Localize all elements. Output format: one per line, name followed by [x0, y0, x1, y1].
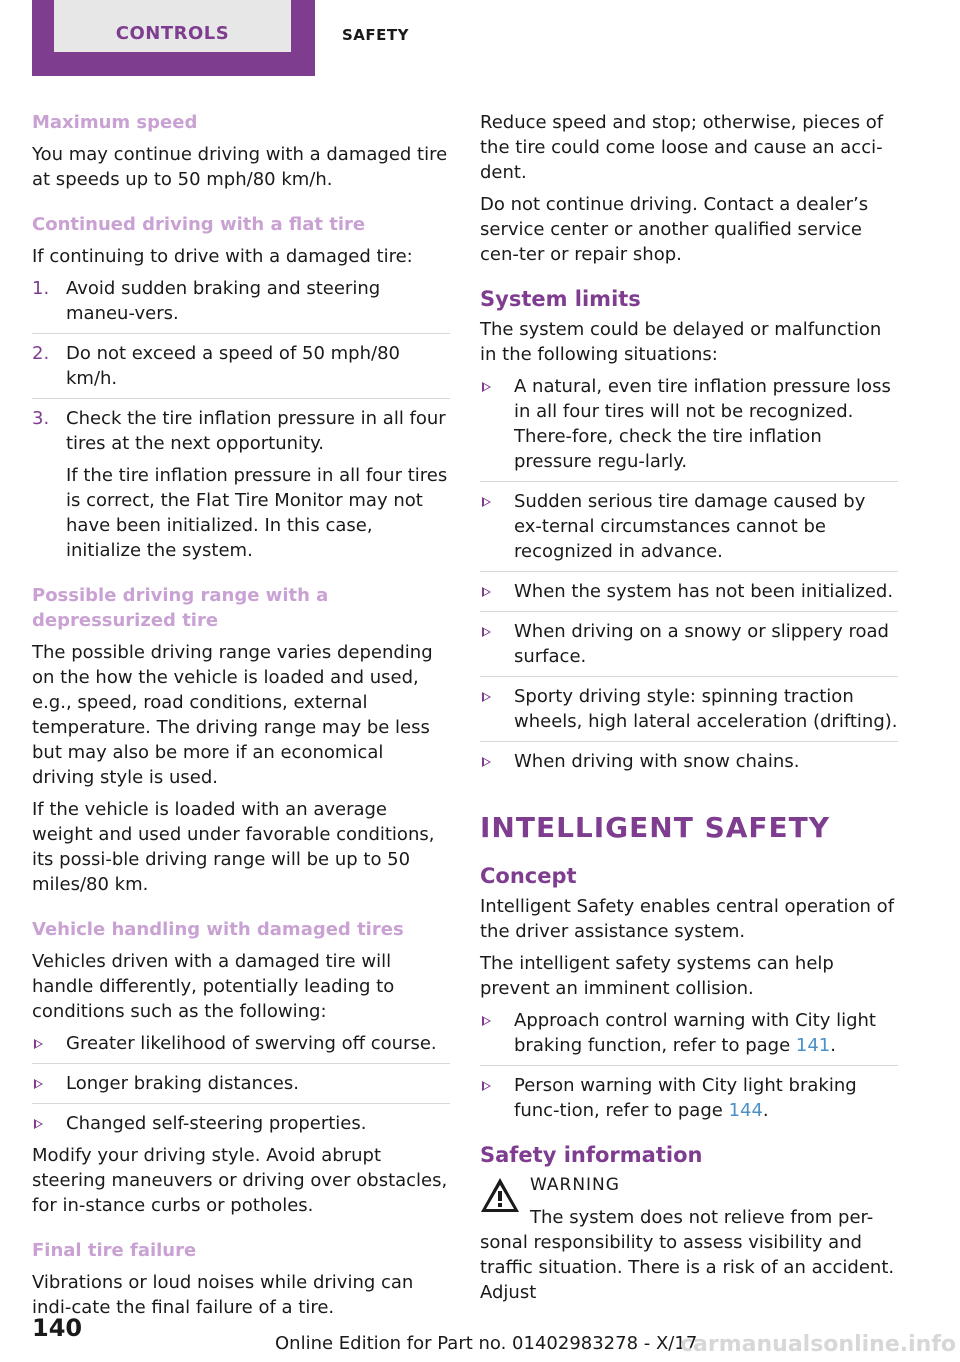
divider	[32, 333, 450, 334]
heading-vehicle-handling: Vehicle handling with damaged tires	[32, 919, 404, 940]
triangle-bullet-icon	[482, 1081, 491, 1091]
list-item-text: Sporty driving style: spinning traction wheels, high lateral acceleration (drifting).	[514, 686, 898, 732]
paragraph-concept-1: Intelligent Safety enables central operation of the driver assistance system.	[480, 896, 895, 942]
list-item	[32, 276, 450, 326]
list-item-text: When driving on a snowy or slippery road surface.	[514, 621, 889, 667]
triangle-bullet-icon	[482, 627, 491, 637]
list-item	[480, 374, 898, 474]
divider	[480, 1065, 898, 1066]
list-item-end: .	[762, 1100, 769, 1121]
warning-block	[480, 1173, 898, 1198]
heading-intelligent-safety: INTELLIGENT SAFETY	[480, 811, 831, 844]
triangle-bullet-icon	[482, 1016, 491, 1026]
list-item-text: Greater likelihood of swerving off course.	[66, 1033, 437, 1054]
heading-safety-information: Safety information	[480, 1143, 703, 1167]
tab-safety[interactable]: SAFETY	[342, 26, 409, 44]
tab-controls[interactable]	[32, 0, 315, 76]
triangle-bullet-icon	[482, 382, 491, 392]
list-item	[32, 1071, 450, 1096]
right-column	[480, 110, 898, 1312]
paragraph-reduce-speed: Reduce speed and stop; otherwise, pieces of the tire could come loose and cause an acci-dent.	[480, 112, 884, 183]
paragraph-maximum-speed: You may continue driving with a damaged tire at speeds up to 50 mph/80 km/h.	[32, 144, 448, 190]
heading-system-limits: System limits	[480, 287, 641, 311]
triangle-bullet-icon	[34, 1039, 43, 1049]
triangle-bullet-icon	[482, 497, 491, 507]
paragraph-driving-range-1: The possible driving range varies depending on the how the vehicle is loaded and used, e.g., speed, road conditions, external temperature. The driving range may be less but may also be more if an economical driving style is used.	[32, 642, 433, 788]
warning-title: WARNING	[530, 1175, 620, 1195]
list-item-text: When driving with snow chains.	[514, 751, 800, 772]
list-item-end: .	[830, 1035, 836, 1056]
triangle-bullet-icon	[482, 587, 491, 597]
paragraph-final-tire-failure: Vibrations or loud noises while driving can indi-cate the final failure of a tire.	[32, 1272, 414, 1318]
divider	[480, 571, 898, 572]
page-link-141[interactable]: 141	[795, 1035, 831, 1056]
list-item	[480, 619, 898, 669]
list-item	[32, 406, 450, 456]
list-item-text: When the system has not been initialized.	[514, 581, 894, 602]
steps-list	[32, 276, 450, 563]
list-item-text: A natural, even tire inflation pressure loss in all four tires will not be recognized. There-fore, check the tire inflation pressure regu-larly.	[514, 376, 891, 472]
list-item	[480, 1073, 898, 1123]
handling-list	[32, 1031, 450, 1136]
paragraph-contact-dealer: Do not continue driving. Contact a dealer’s service center or another qualified service cen-ter or repair shop.	[480, 194, 869, 265]
step-text: Do not exceed a speed of 50 mph/80 km/h.	[66, 343, 400, 389]
list-item-text: Approach control warning with City light braking function, refer to page	[514, 1010, 876, 1056]
step-number: 2.	[32, 343, 50, 364]
triangle-bullet-icon	[482, 757, 491, 767]
list-item-text: Person warning with City light braking func-tion, refer to page	[514, 1075, 857, 1121]
heading-concept: Concept	[480, 864, 577, 888]
divider	[480, 741, 898, 742]
step-number: 3.	[32, 408, 50, 429]
triangle-bullet-icon	[34, 1079, 43, 1089]
divider	[480, 676, 898, 677]
list-item-text: Changed self-steering properties.	[66, 1113, 367, 1134]
list-item	[480, 684, 898, 734]
watermark: carmanualsonline.info	[680, 1332, 956, 1357]
paragraph-driving-range-2: If the vehicle is loaded with an average weight and used under favorable conditions, its possi-ble driving range will be up to 50 miles/80 km.	[32, 799, 435, 895]
list-item	[480, 1008, 898, 1058]
page-link-144[interactable]: 144	[728, 1100, 763, 1121]
page-number: 140	[32, 1314, 83, 1342]
list-item-text: Sudden serious tire damage caused by ex-ternal circumstances cannot be recognized in advance.	[514, 491, 866, 562]
tab-controls-label: CONTROLS	[54, 0, 291, 52]
edition-note: Online Edition for Part no. 01402983278 - X/17	[275, 1333, 698, 1354]
triangle-bullet-icon	[34, 1119, 43, 1129]
list-item	[32, 1031, 450, 1056]
left-column	[32, 110, 450, 1327]
list-item	[480, 579, 898, 604]
list-item	[32, 341, 450, 391]
list-item	[480, 489, 898, 564]
heading-driving-range: Possible driving range with a depressurized tire	[32, 585, 329, 631]
paragraph-vehicle-handling: Vehicles driven with a damaged tire will handle differently, potentially leading to conditions such as the following:	[32, 951, 395, 1022]
step-text: Check the tire inflation pressure in all four tires at the next opportunity.	[66, 408, 446, 454]
divider	[32, 398, 450, 399]
concept-list	[480, 1008, 898, 1123]
paragraph-concept-2: The intelligent safety systems can help prevent an imminent collision.	[480, 953, 834, 999]
divider	[480, 611, 898, 612]
heading-maximum-speed: Maximum speed	[32, 112, 198, 133]
warning-text: The system does not relieve from per-sonal responsibility to assess visibility and traffic situation. There is a risk of an accident. Adjust	[480, 1207, 895, 1303]
list-item	[480, 749, 898, 774]
heading-final-tire-failure: Final tire failure	[32, 1240, 197, 1261]
step-text: Avoid sudden braking and steering maneu-vers.	[66, 278, 381, 324]
limits-list	[480, 374, 898, 774]
triangle-bullet-icon	[482, 692, 491, 702]
list-item	[32, 1111, 450, 1136]
warning-triangle-icon	[480, 1177, 520, 1213]
paragraph-flat-tire: If continuing to drive with a damaged tire:	[32, 246, 413, 267]
divider	[32, 1063, 450, 1064]
heading-flat-tire: Continued driving with a flat tire	[32, 214, 366, 235]
divider	[480, 481, 898, 482]
list-item-text: Longer braking distances.	[66, 1073, 299, 1094]
step-number: 1.	[32, 278, 50, 299]
paragraph-system-limits: The system could be delayed or malfunction in the following situations:	[480, 319, 882, 365]
step-3-detail: If the tire inflation pressure in all four tires is correct, the Flat Tire Monitor may not have been initialized. In this case, initialize the system.	[66, 465, 448, 561]
divider	[32, 1103, 450, 1104]
paragraph-modify-style: Modify your driving style. Avoid abrupt steering maneuvers or driving over obstacles, for in-stance curbs or potholes.	[32, 1145, 448, 1216]
